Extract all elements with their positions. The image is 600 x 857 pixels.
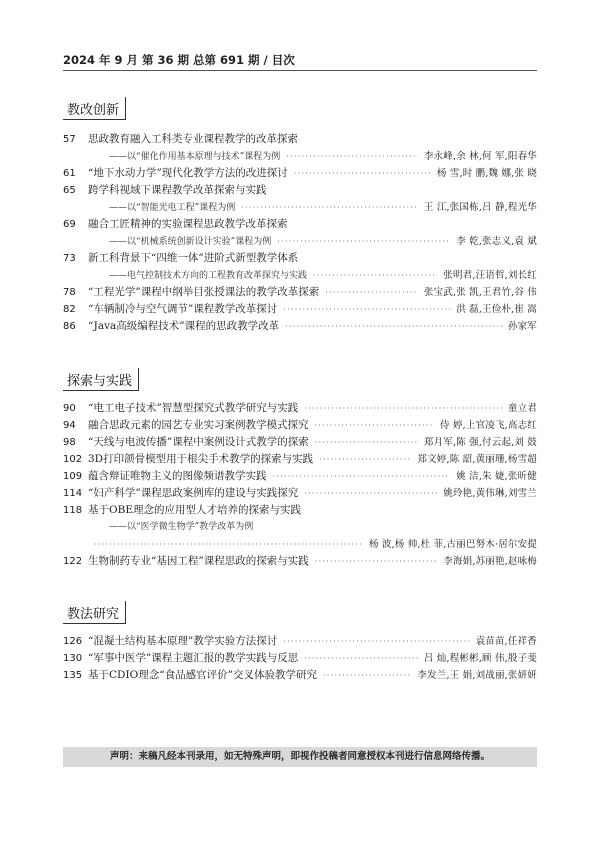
toc-entry bbox=[63, 199, 537, 216]
toc-entry bbox=[63, 165, 537, 182]
article-title: 生物制药专业“基因工程”课程思政的探索与实践 bbox=[88, 555, 309, 567]
article-title: “车辆制冷与空气调节”课程教学改革探讨 bbox=[88, 303, 278, 315]
dot-leader bbox=[304, 650, 418, 667]
article-subtitle: ——以“催化作用基本原理与技术”课程为例 bbox=[109, 152, 281, 162]
toc-entry bbox=[63, 633, 537, 650]
dot-leader bbox=[285, 318, 502, 335]
section-entries-practice bbox=[63, 400, 537, 570]
dot-leader bbox=[241, 199, 418, 216]
toc-entry bbox=[63, 451, 537, 468]
issue-header: 2024 年 9 月 第 36 期 总第 691 期 / 目次 bbox=[63, 53, 295, 67]
article-subtitle: ——以“智能光电工程”课程为例 bbox=[109, 203, 236, 213]
article-authors: 侍 婷,上官凌飞,高志红 bbox=[440, 420, 537, 431]
toc-entry bbox=[63, 485, 537, 502]
article-authors: 李永峰,余 林,何 军,阳春华 bbox=[423, 151, 537, 162]
header-divider bbox=[63, 70, 537, 71]
article-authors: 童立君 bbox=[507, 403, 537, 414]
article-authors: 杨 波,杨 帅,杜 菲,古丽巴努木·居尔安提 bbox=[368, 539, 537, 550]
toc-entry bbox=[63, 519, 537, 536]
article-title: 基于OBE理念的应用型人才培养的探索与实践 bbox=[88, 504, 301, 516]
section-title-practice: 探索与实践 bbox=[63, 368, 139, 391]
page-number: 69 bbox=[63, 219, 76, 230]
article-authors: 郑文婷,陈 韶,黄丽珊,杨雪超 bbox=[417, 454, 537, 465]
article-title: “混凝土结构基本原理”教学实验方法探讨 bbox=[88, 635, 278, 647]
section-title-method: 教法研究 bbox=[63, 601, 126, 624]
page-number: 122 bbox=[63, 556, 83, 567]
page-number: 73 bbox=[63, 253, 76, 264]
article-subtitle: ——以“机械系统创新设计实验”课程为例 bbox=[109, 237, 272, 247]
page-number: 57 bbox=[63, 134, 76, 145]
article-title: “妇产科学”课程思政案例库的建设与实践探究 bbox=[88, 487, 299, 499]
toc-entry bbox=[63, 536, 537, 553]
toc-entry bbox=[63, 267, 537, 284]
article-authors: 袁苗苗,任祥香 bbox=[475, 636, 537, 647]
toc-entry bbox=[63, 250, 537, 267]
article-title: 思政教育融入工科类专业课程教学的改革探索 bbox=[88, 133, 298, 145]
article-authors: 洪 磊,王俭朴,崔 嵩 bbox=[456, 304, 537, 315]
page-number: 78 bbox=[63, 287, 76, 298]
dot-leader bbox=[294, 165, 431, 182]
article-title: 融合思政元素的园艺专业实习案例教学模式探究 bbox=[88, 419, 309, 431]
dot-leader bbox=[315, 553, 438, 570]
toc-entry bbox=[63, 650, 537, 667]
toc-entry bbox=[63, 233, 537, 250]
dot-leader bbox=[323, 667, 411, 684]
page-number: 130 bbox=[63, 653, 83, 664]
article-subtitle: ——电气控制技术方向的工程教育改革探究与实践 bbox=[109, 271, 308, 281]
toc-entry bbox=[63, 468, 537, 485]
page-number: 65 bbox=[63, 185, 76, 196]
page-number: 118 bbox=[63, 505, 83, 516]
dot-leader bbox=[315, 434, 418, 451]
article-title: “电工电子技术”智慧型探究式教学研究与实践 bbox=[88, 402, 299, 414]
dot-leader bbox=[283, 301, 450, 318]
page-number: 126 bbox=[63, 636, 83, 647]
page-number: 94 bbox=[63, 420, 76, 431]
article-authors: 李发兰,王 娟,刘战丽,张妍妍 bbox=[417, 670, 537, 681]
article-authors: 王 江,张国栋,吕 静,程光华 bbox=[423, 202, 537, 213]
toc-entry bbox=[63, 553, 537, 570]
page-number: 102 bbox=[63, 454, 83, 465]
article-title: 蕴含辩证唯物主义的图像频谱教学实践 bbox=[88, 470, 267, 482]
dot-leader bbox=[319, 451, 411, 468]
article-authors: 姚玲艳,黄伟琳,刘雪兰 bbox=[443, 488, 537, 499]
article-authors: 吕 灿,程彬彬,顾 伟,殷子斐 bbox=[423, 653, 537, 664]
page-number: 98 bbox=[63, 437, 76, 448]
section-title-reform: 教改创新 bbox=[63, 97, 126, 120]
dot-leader bbox=[277, 233, 450, 250]
article-authors: 杨 雪,时 鹏,魏 娜,张 晓 bbox=[436, 168, 537, 179]
article-authors: 孙家军 bbox=[507, 321, 537, 332]
dot-leader bbox=[283, 633, 469, 650]
dot-leader bbox=[304, 400, 502, 417]
article-authors: 张宝武,张 凯,王君竹,谷 伟 bbox=[423, 287, 537, 298]
toc-entry bbox=[63, 502, 537, 519]
section-entries-method bbox=[63, 633, 537, 684]
dot-leader bbox=[315, 417, 435, 434]
section-entries-reform bbox=[63, 131, 537, 335]
toc-entry bbox=[63, 131, 537, 148]
page-number: 109 bbox=[63, 471, 83, 482]
dot-leader bbox=[286, 148, 418, 165]
article-authors: 张明君,汪语哲,刘长红 bbox=[443, 270, 537, 281]
article-title: 新工科背景下“四维一体”进阶式新型教学体系 bbox=[88, 252, 299, 264]
article-title: 融合工匠精神的实验课程思政教学改革探索 bbox=[88, 218, 288, 230]
article-title: “天线与电波传播”课程中案例设计式教学的探索 bbox=[88, 436, 309, 448]
toc-entry bbox=[63, 182, 537, 199]
article-title: “地下水动力学”现代化教学方法的改进探讨 bbox=[88, 167, 288, 179]
article-authors: 姚 洁,朱 婕,张昕健 bbox=[456, 471, 537, 482]
article-title: “Java高级编程技术”课程的思政教学改革 bbox=[88, 320, 280, 332]
dot-leader bbox=[304, 485, 437, 502]
page-number: 86 bbox=[63, 321, 76, 332]
toc-entry bbox=[63, 417, 537, 434]
toc-entry bbox=[63, 216, 537, 233]
dot-leader bbox=[273, 468, 451, 485]
toc-entry bbox=[63, 318, 537, 335]
article-subtitle: ——以“医学微生物学”教学改革为例 bbox=[109, 522, 254, 532]
page-number: 82 bbox=[63, 304, 76, 315]
dot-leader bbox=[325, 284, 418, 301]
article-title: “军事中医学”课程主题汇报的教学实践与反思 bbox=[88, 652, 299, 664]
toc-entry bbox=[63, 301, 537, 318]
toc-entry bbox=[63, 148, 537, 165]
page-number: 114 bbox=[63, 488, 83, 499]
copyright-notice: 声明：来稿凡经本刊录用，如无特殊声明，即视作投稿者同意授权本刊进行信息网络传播。 bbox=[63, 747, 537, 767]
article-title: 跨学科视域下课程教学改革探索与实践 bbox=[88, 184, 267, 196]
page-number: 135 bbox=[63, 670, 83, 681]
page-number: 61 bbox=[63, 168, 76, 179]
toc-entry bbox=[63, 400, 537, 417]
toc-entry bbox=[63, 284, 537, 301]
article-title: 基于CDIO理念“食品感官评价”交叉体验教学研究 bbox=[88, 669, 317, 681]
article-authors: 郑月军,陈 强,付云起,刘 鼓 bbox=[423, 437, 537, 448]
article-authors: 李海娟,苏丽艳,赵咏梅 bbox=[443, 556, 537, 567]
dot-leader bbox=[94, 536, 363, 553]
article-title: 3D打印颌骨模型用于根尖手术教学的探索与实践 bbox=[88, 453, 314, 465]
article-title: “工程光学”课程中纲举目张授课法的教学改革探索 bbox=[88, 286, 320, 298]
article-authors: 李 乾,张志义,袁 斌 bbox=[456, 236, 537, 247]
page-number: 90 bbox=[63, 403, 76, 414]
dot-leader bbox=[313, 267, 437, 284]
toc-entry bbox=[63, 667, 537, 684]
toc-entry bbox=[63, 434, 537, 451]
